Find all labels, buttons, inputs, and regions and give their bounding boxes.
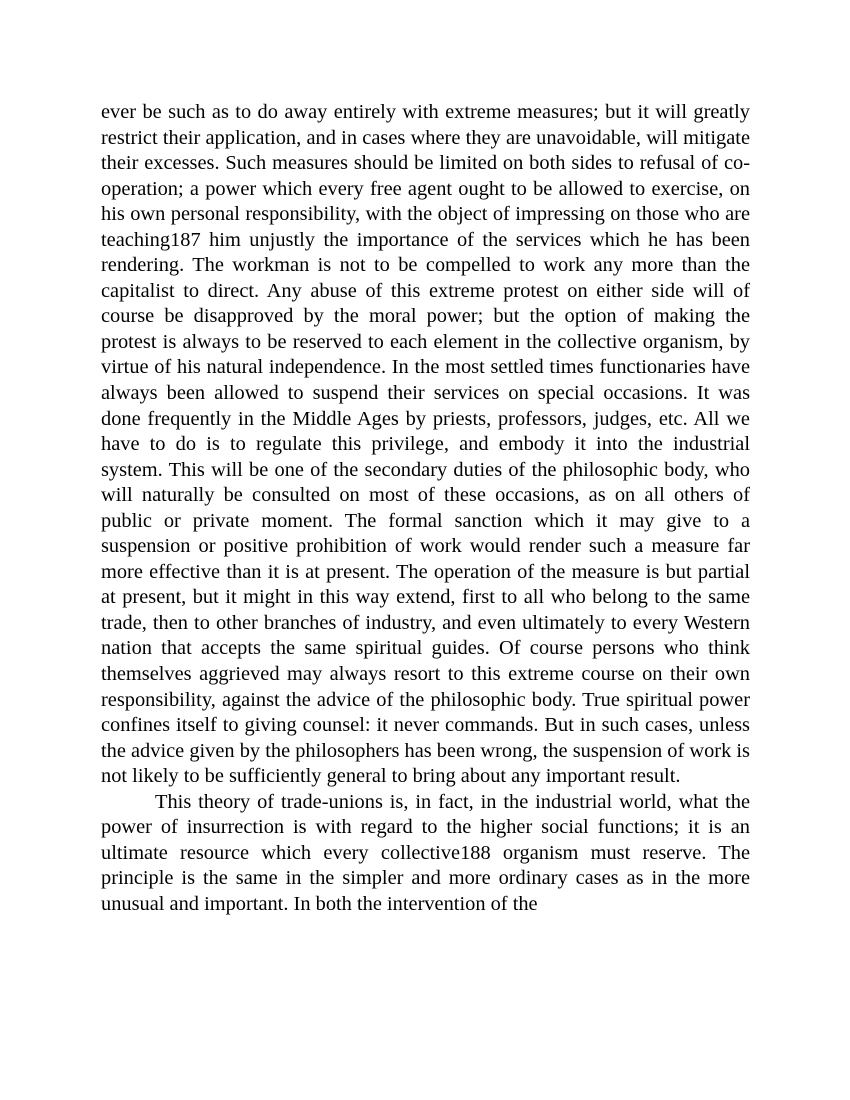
- paragraph-continued: ever be such as to do away entirely with extreme measures; but it will greatly restrict their application, and in cases where they are unavoidable, will mitigate their excesses. Such measures should be limited on both sides to refusal of co-operation; a power which every free agent ought to be allowed to exercise, on his own personal responsibility, with the object of impressing on those who are teaching187 him unjustly the importance of the services which he has been rendering. The workman is not to be compelled to work any more than the capitalist to direct. Any abuse of this extreme protest on either side will of course be disapproved by the moral power; but the option of making the protest is always to be reserved to each element in the collective organism, by virtue of his natural independence. In the most settled times functionaries have always been allowed to suspend their services on special occasions. It was done frequently in the Middle Ages by priests, professors, judges, etc. All we have to do is to regulate this privilege, and embody it into the industrial system. This will be one of the secondary duties of the philosophic body, who will naturally be consulted on most of these occasions, as on all others of public or private moment. The formal sanction which it may give to a suspension or positive prohibition of work would render such a measure far more effective than it is at present. The operation of the measure is but partial at present, but it might in this way extend, first to all who belong to the same trade, then to other branches of industry, and even ultimately to every Western nation that accepts the same spiritual guides. Of course persons who think themselves aggrieved may always resort to this extreme course on their own responsibility, against the advice of the philosophic body. True spiritual power confines itself to giving counsel: it never commands. But in such cases, unless the advice given by the philosophers has been wrong, the suspension of work is not likely to be sufficiently general to bring about any important result.: [101, 101, 750, 788]
- page-body: [101, 100, 750, 918]
- paragraph-trade-unions: This theory of trade-unions is, in fact, in the industrial world, what the power of insurrection is with regard to the higher social functions; it is an ultimate resource which every collective188 organism must reserve. The principle is the same in the simpler and more ordinary cases as in the more unusual and important. In both the intervention of the: [101, 790, 750, 915]
